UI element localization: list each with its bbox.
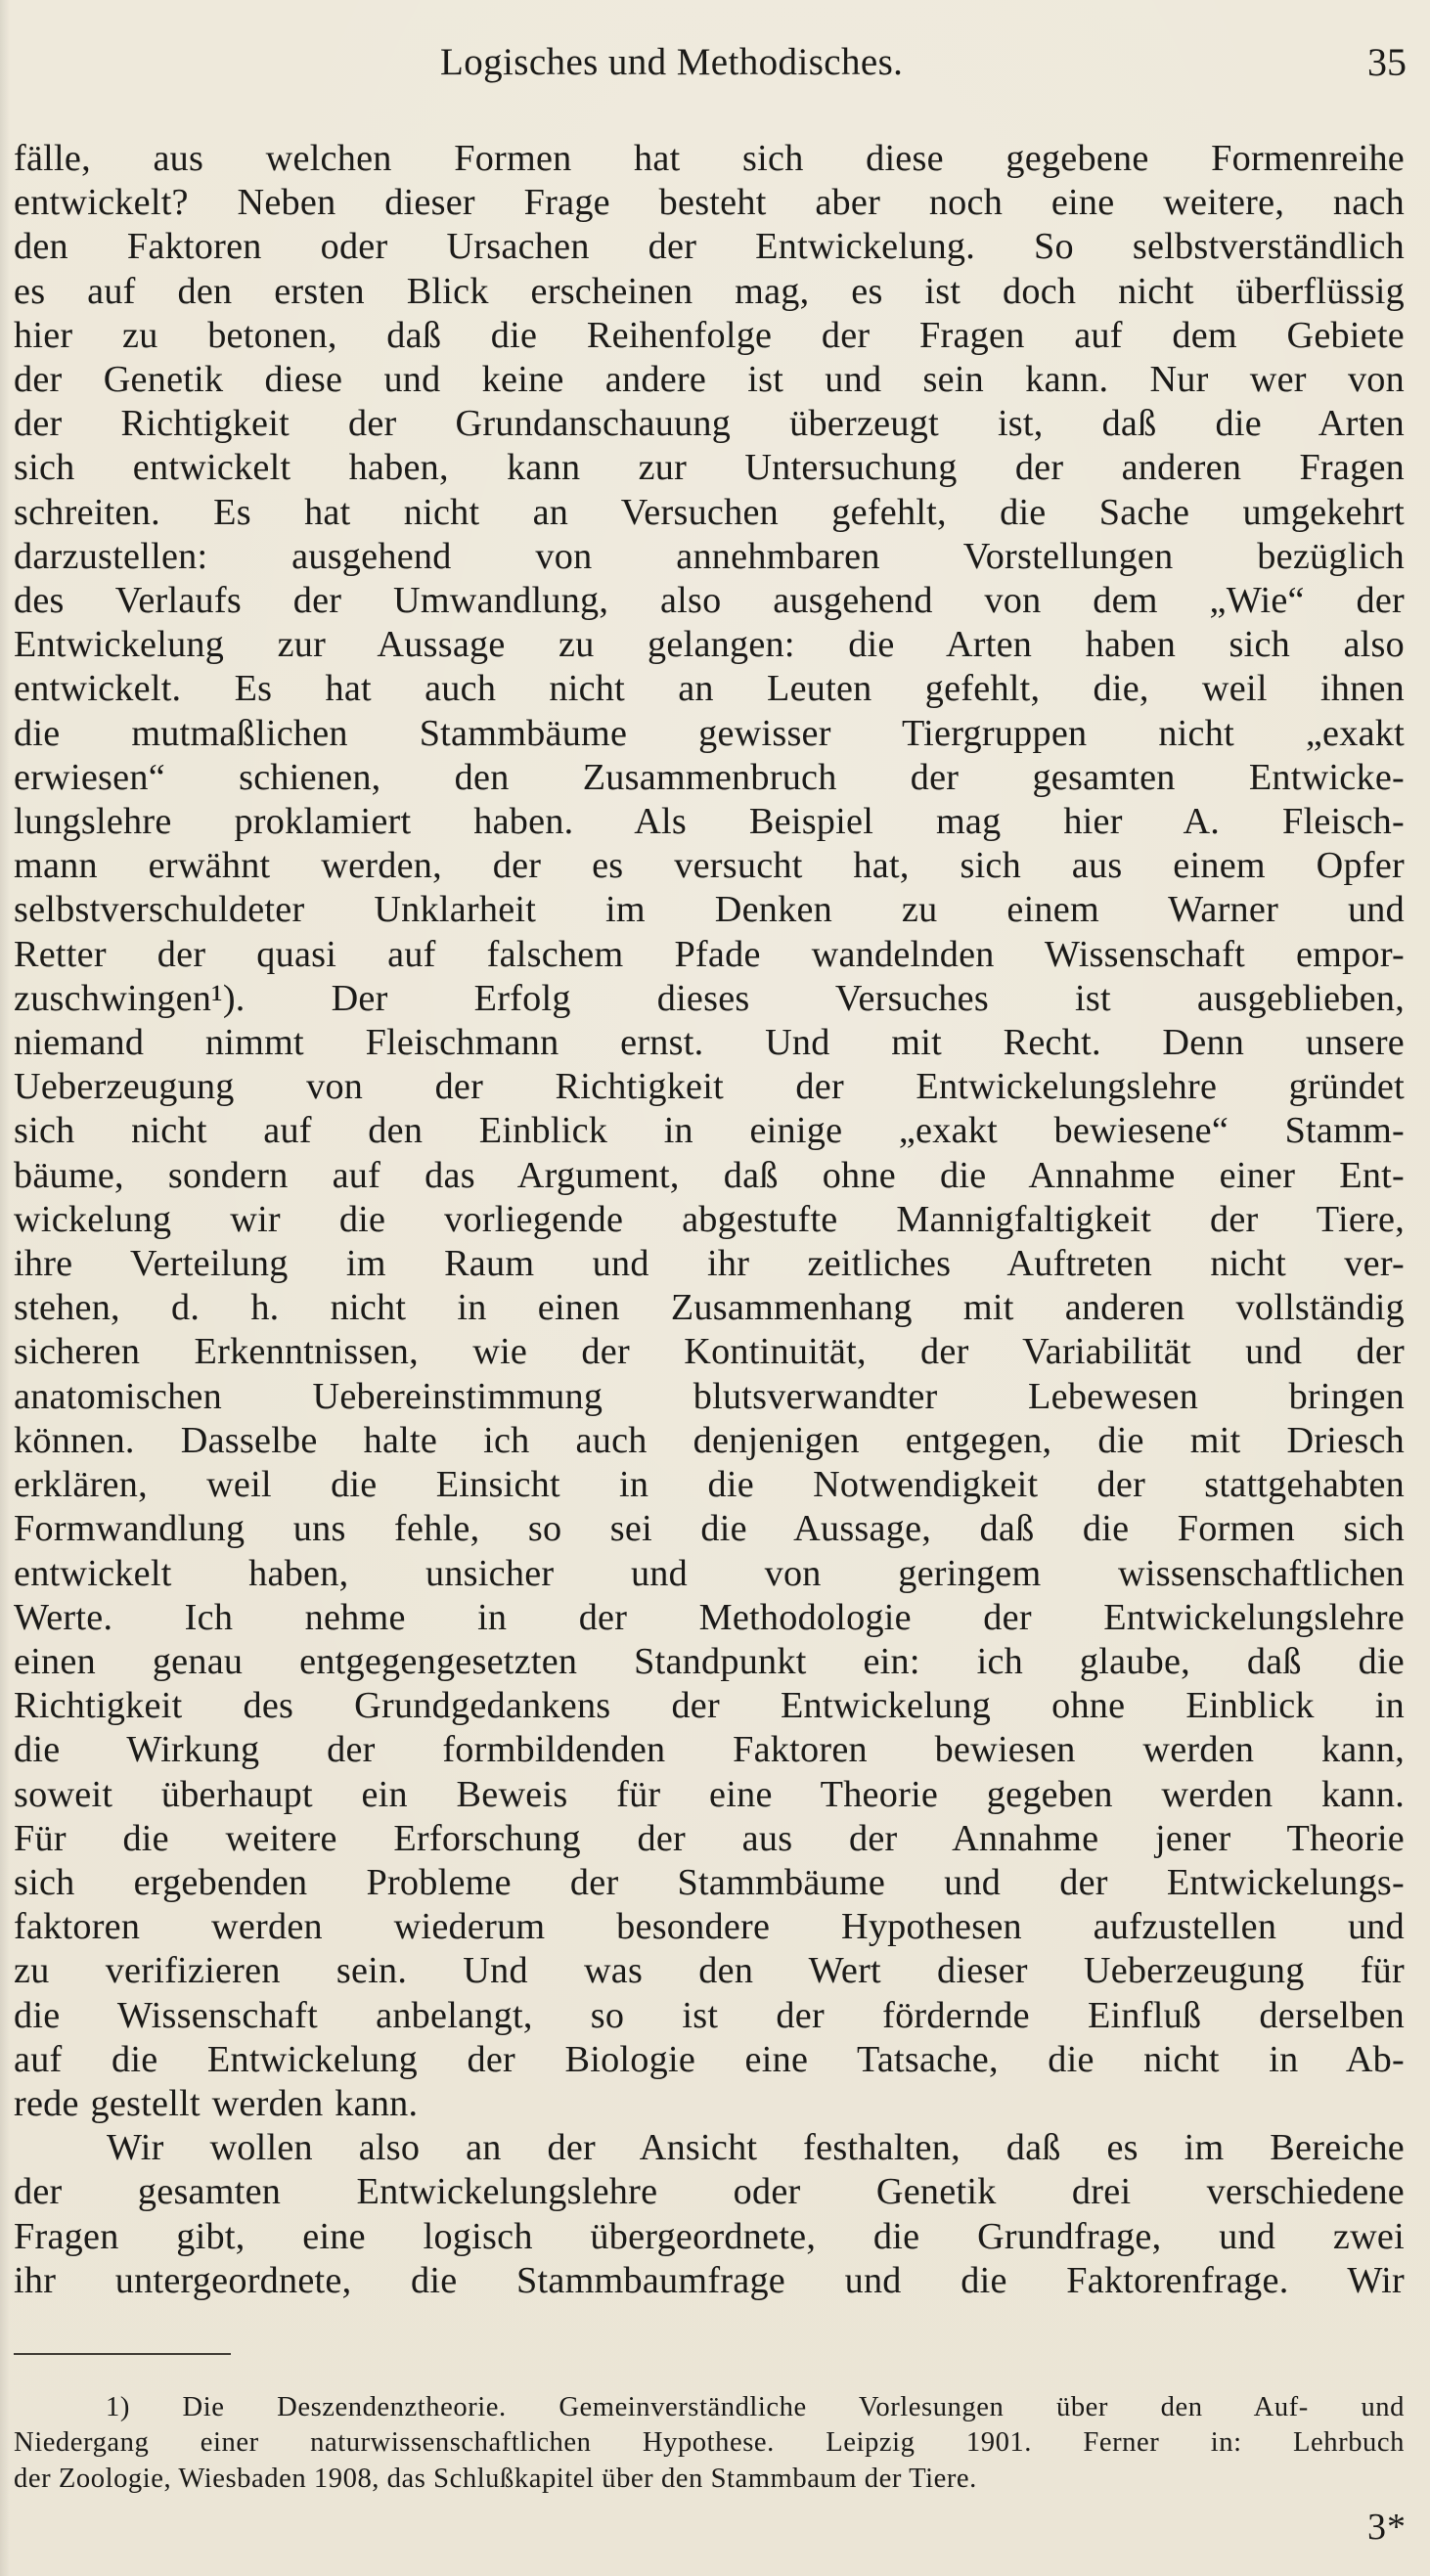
text-line: der Genetik diese und keine andere ist und sein kann. Nur wer von	[14, 359, 1405, 401]
text-line: erklären, weil die Einsicht in die Notwendigkeit der stattgehabten	[14, 1464, 1405, 1506]
text-line: entwickelt haben, unsicher und von geringem wissenschaftlichen	[14, 1552, 1405, 1594]
text-line: zuschwingen¹). Der Erfolg dieses Versuches ist ausgeblieben,	[14, 977, 1405, 1019]
text-line: Richtigkeit des Grundgedankens der Entwickelung ohne Einblick in	[14, 1685, 1405, 1727]
footnote-line: Niedergang einer naturwissenschaftlichen Hypothese. Leipzig 1901. Ferner in: Lehrbuch	[14, 2427, 1405, 2459]
text-line: zu verifizieren sein. Und was den Wert dieser Ueberzeugung für	[14, 1950, 1405, 1992]
text-line: es auf den ersten Blick erscheinen mag, es ist doch nicht überflüssig	[14, 270, 1405, 312]
signature-mark: 3*	[1367, 2507, 1407, 2548]
text-line: rede gestellt werden kann.	[14, 2082, 419, 2124]
text-line: selbstverschuldeter Unklarheit im Denken zu einem Warner und	[14, 889, 1405, 931]
text-line: fälle, aus welchen Formen hat sich diese gegebene Formenreihe	[14, 138, 1405, 179]
text-line: sich entwickelt haben, kann zur Untersuchung der anderen Fragen	[14, 447, 1405, 489]
text-line: anatomischen Uebereinstimmung blutsverwandter Lebewesen bringen	[14, 1375, 1405, 1417]
text-line: der gesamten Entwickelungslehre oder Genetik drei verschiedene	[14, 2171, 1405, 2213]
text-line: niemand nimmt Fleischmann ernst. Und mit Recht. Denn unsere	[14, 1022, 1405, 1064]
text-line: Ueberzeugung von der Richtigkeit der Entwickelungslehre gründet	[14, 1066, 1405, 1108]
text-line: des Verlaufs der Umwandlung, also ausgehend von dem „Wie“ der	[14, 580, 1405, 622]
footnote-line: der Zoologie, Wiesbaden 1908, das Schlußkapitel über den Stammbaum der Tiere.	[14, 2463, 977, 2494]
text-line: Werte. Ich nehme in der Methodologie der Entwickelungslehre	[14, 1596, 1405, 1638]
text-line: Wir wollen also an der Ansicht festhalten, daß es im Bereiche	[107, 2127, 1405, 2169]
text-line: Formwandlung uns fehle, so sei die Aussage, daß die Formen sich	[14, 1508, 1405, 1550]
text-line: sich ergebenden Probleme der Stammbäume und der Entwickelungs-	[14, 1861, 1405, 1903]
text-line: ihr untergeordnete, die Stammbaumfrage und die Faktorenfrage. Wir	[14, 2259, 1405, 2301]
text-line: auf die Entwickelung der Biologie eine Tatsache, die nicht in Ab-	[14, 2038, 1405, 2080]
text-line: bäume, sondern auf das Argument, daß ohne die Annahme einer Ent-	[14, 1154, 1405, 1196]
text-line: entwickelt? Neben dieser Frage besteht aber noch eine weitere, nach	[14, 182, 1405, 224]
paragraph-2	[14, 2126, 1405, 2303]
text-line: Für die weitere Erforschung der aus der Annahme jener Theorie	[14, 1817, 1405, 1859]
text-line: darzustellen: ausgehend von annehmbaren Vorstellungen bezüglich	[14, 535, 1405, 577]
running-head-title: Logisches und Methodisches.	[440, 41, 904, 83]
text-line: sich nicht auf den Einblick in einige „exakt bewiesene“ Stamm-	[14, 1110, 1405, 1152]
page-edge-shadow	[0, 0, 10, 2576]
text-line: mann erwähnt werden, der es versucht hat, sich aus einem Opfer	[14, 845, 1405, 887]
text-line: Fragen gibt, eine logisch übergeordnete, die Grundfrage, und zwei	[14, 2215, 1405, 2257]
text-line: Entwickelung zur Aussage zu gelangen: die Arten haben sich also	[14, 624, 1405, 666]
paragraph-1	[14, 137, 1405, 2126]
text-line: faktoren werden wiederum besondere Hypothesen aufzustellen und	[14, 1906, 1405, 1948]
text-line: hier zu betonen, daß die Reihenfolge der Fragen auf dem Gebiete	[14, 314, 1405, 356]
text-line: den Faktoren oder Ursachen der Entwickelung. So selbstverständlich	[14, 226, 1405, 268]
text-line: können. Dasselbe halte ich auch denjenigen entgegen, die mit Driesch	[14, 1419, 1405, 1461]
main-text	[14, 137, 1405, 2303]
text-line: Retter der quasi auf falschem Pfade wandelnden Wissenschaft empor-	[14, 933, 1405, 975]
text-line: der Richtigkeit der Grundanschauung überzeugt ist, daß die Arten	[14, 403, 1405, 445]
text-line: erwiesen“ schienen, den Zusammenbruch der gesamten Entwicke-	[14, 756, 1405, 798]
text-line: soweit überhaupt ein Beweis für eine Theorie gegeben werden kann.	[14, 1773, 1405, 1815]
text-line: ihre Verteilung im Raum und ihr zeitliches Auftreten nicht ver-	[14, 1243, 1405, 1285]
text-line: die mutmaßlichen Stammbäume gewisser Tiergruppen nicht „exakt	[14, 712, 1405, 754]
text-line: lungslehre proklamiert haben. Als Beispiel mag hier A. Fleisch-	[14, 801, 1405, 843]
text-line: wickelung wir die vorliegende abgestufte Mannigfaltigkeit der Tiere,	[14, 1198, 1405, 1240]
text-line: die Wirkung der formbildenden Faktoren bewiesen werden kann,	[14, 1729, 1405, 1771]
footnote-line: 1) Die Deszendenztheorie. Gemeinverständliche Vorlesungen über den Auf- und	[106, 2392, 1405, 2422]
text-line: die Wissenschaft anbelangt, so ist der fördernde Einfluß derselben	[14, 1994, 1405, 2036]
footnote-rule	[14, 2353, 231, 2355]
text-line: einen genau entgegengesetzten Standpunkt ein: ich glaube, daß die	[14, 1640, 1405, 1682]
text-line: stehen, d. h. nicht in einen Zusammenhang mit anderen vollständig	[14, 1287, 1405, 1329]
footnote	[14, 2390, 1405, 2497]
page-number: 35	[1367, 40, 1407, 84]
text-line: schreiten. Es hat nicht an Versuchen gefehlt, die Sache umgekehrt	[14, 491, 1405, 533]
running-head	[0, 37, 1430, 88]
text-line: sicheren Erkenntnissen, wie der Kontinuität, der Variabilität und der	[14, 1331, 1405, 1373]
text-line: entwickelt. Es hat auch nicht an Leuten gefehlt, die, weil ihnen	[14, 668, 1405, 710]
